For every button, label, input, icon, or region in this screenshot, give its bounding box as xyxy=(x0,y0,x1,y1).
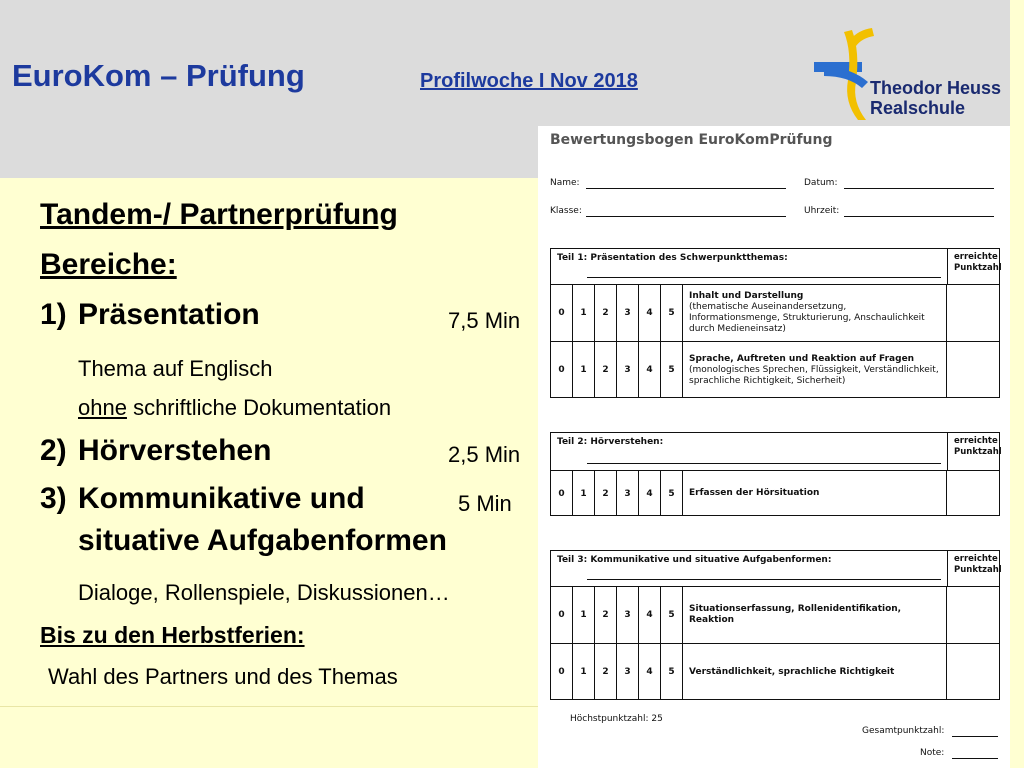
score-0: 0 xyxy=(551,471,573,516)
teil3-row1 xyxy=(551,587,999,644)
score-0: 0 xyxy=(551,285,573,341)
item3-sub: Dialoge, Rollenspiele, Diskussionen… xyxy=(78,580,450,605)
score-1: 1 xyxy=(573,587,595,643)
teil1-rule xyxy=(587,277,941,278)
note-line xyxy=(952,758,998,759)
form-title: Bewertungsbogen EuroKomPrüfung xyxy=(550,132,833,148)
bereiche-heading: Bereiche: xyxy=(40,248,177,281)
slide-subtitle: Profilwoche I Nov 2018 xyxy=(420,70,638,92)
score-4: 4 xyxy=(639,644,661,700)
punktzahl-label: Punktzahl xyxy=(954,565,1002,575)
teil1-criterion1 xyxy=(683,285,947,341)
teil3-table xyxy=(550,550,1000,700)
datum-line xyxy=(844,188,994,189)
score-5: 5 xyxy=(661,644,683,700)
punktzahl-label: Punktzahl xyxy=(954,447,1002,457)
item1-time: 7,5 Min xyxy=(448,308,521,333)
criterion-title: Sprache, Auftreten und Reaktion auf Fragen xyxy=(689,353,915,364)
teil1-row1 xyxy=(551,285,999,342)
score-2: 2 xyxy=(595,587,617,643)
evaluation-form xyxy=(538,126,1010,768)
teil3-points-header xyxy=(947,551,1002,586)
score-5: 5 xyxy=(661,471,683,516)
logo-text xyxy=(870,78,1001,118)
criterion-title: Verständlichkeit, sprachliche Richtigkeit xyxy=(689,666,895,677)
item1-sub2-underlined: ohne xyxy=(78,395,127,420)
section-heading: Tandem-/ Partnerprüfung xyxy=(40,198,398,231)
klasse-label: Klasse: xyxy=(550,206,582,216)
erreichte-label: erreichte xyxy=(954,436,998,446)
criterion-title: Inhalt und Darstellung xyxy=(689,291,804,301)
klasse-line xyxy=(586,216,786,217)
teil2-points-header xyxy=(947,433,1002,470)
deadline-heading: Bis zu den Herbstferien: xyxy=(40,622,305,648)
score-5: 5 xyxy=(661,587,683,643)
slide-title: EuroKom – Prüfung xyxy=(12,58,305,93)
teil1-points-header xyxy=(947,249,1002,284)
item3-label-line1: Kommunikative und xyxy=(78,482,365,515)
score-3: 3 xyxy=(617,644,639,700)
score-4: 4 xyxy=(639,471,661,516)
score-2: 2 xyxy=(595,644,617,700)
item1-sub2 xyxy=(78,395,391,421)
score-0: 0 xyxy=(551,644,573,700)
score-4: 4 xyxy=(639,342,661,398)
erreichte-label: erreichte xyxy=(954,554,998,564)
score-2: 2 xyxy=(595,342,617,398)
teil3-row2 xyxy=(551,644,999,700)
item2-number: 2) xyxy=(40,434,67,467)
teil2-label: Teil 2: Hörverstehen: xyxy=(557,437,664,447)
item2-time: 2,5 Min xyxy=(448,442,521,467)
name-label: Name: xyxy=(550,178,580,188)
item3-number: 3) xyxy=(40,482,67,515)
logo-line-2: Realschule xyxy=(870,98,966,118)
score-1: 1 xyxy=(573,644,595,700)
item2-label: Hörverstehen xyxy=(78,434,272,467)
score-4: 4 xyxy=(639,587,661,643)
right-strip xyxy=(1010,0,1024,768)
uhrzeit-label: Uhrzeit: xyxy=(804,206,840,216)
item1-sub1: Thema auf Englisch xyxy=(78,356,273,381)
teil3-criterion1 xyxy=(683,587,947,643)
criterion-title: Erfassen der Hörsituation xyxy=(689,488,820,498)
punktzahl-label: Punktzahl xyxy=(954,263,1002,273)
item3-label-line2: situative Aufgabenformen xyxy=(78,524,447,557)
score-2: 2 xyxy=(595,471,617,516)
deadline-sub: Wahl des Partners und des Themas xyxy=(48,664,398,689)
teil1-label: Teil 1: Präsentation des Schwerpunktthemas: xyxy=(557,253,788,263)
score-5: 5 xyxy=(661,285,683,341)
score-0: 0 xyxy=(551,342,573,398)
teil3-criterion2 xyxy=(683,644,947,700)
name-line xyxy=(586,188,786,189)
uhrzeit-line xyxy=(844,216,994,217)
teil2-table xyxy=(550,432,1000,516)
teil1-table xyxy=(550,248,1000,398)
item1-number: 1) xyxy=(40,298,67,331)
hoechstpunktzahl-label: Höchstpunktzahl: 25 xyxy=(570,714,663,724)
teil1-header xyxy=(551,249,1002,285)
item1-label: Präsentation xyxy=(78,298,260,331)
teil3-label: Teil 3: Kommunikative und situative Aufgabenformen: xyxy=(557,555,832,565)
score-3: 3 xyxy=(617,471,639,516)
teil2-header xyxy=(551,433,1002,471)
score-1: 1 xyxy=(573,342,595,398)
gesamt-line xyxy=(952,736,998,737)
criterion-text: (thematische Auseinandersetzung, Informationsmenge, Strukturierung, Anschaulichkeit durch Medieneinsatz) xyxy=(689,302,925,334)
teil2-criterion1 xyxy=(683,471,947,516)
note-label: Note: xyxy=(920,748,945,758)
teil2-rule xyxy=(587,463,941,464)
logo-line-1: Theodor Heuss xyxy=(870,78,1002,98)
score-3: 3 xyxy=(617,342,639,398)
gesamtpunktzahl-label: Gesamtpunktzahl: xyxy=(862,726,945,736)
teil3-header xyxy=(551,551,1002,587)
score-1: 1 xyxy=(573,471,595,516)
erreichte-label: erreichte xyxy=(954,252,998,262)
datum-label: Datum: xyxy=(804,178,838,188)
score-4: 4 xyxy=(639,285,661,341)
teil1-row2 xyxy=(551,342,999,398)
item1-sub2-rest: schriftliche Dokumentation xyxy=(126,395,392,420)
score-0: 0 xyxy=(551,587,573,643)
criterion-text: (monologisches Sprechen, Flüssigkeit, Verständlichkeit, sprachliche Richtigkeit, Sicherheit) xyxy=(689,364,939,386)
score-2: 2 xyxy=(595,285,617,341)
teil3-rule xyxy=(587,579,941,580)
teil1-criterion2 xyxy=(683,342,947,398)
teil2-row1 xyxy=(551,471,999,516)
criterion-title: Situationserfassung, Rollenidentifikation, Reaktion xyxy=(689,604,902,625)
score-3: 3 xyxy=(617,285,639,341)
item3-time: 5 Min xyxy=(458,491,512,516)
score-3: 3 xyxy=(617,587,639,643)
score-5: 5 xyxy=(661,342,683,398)
score-1: 1 xyxy=(573,285,595,341)
